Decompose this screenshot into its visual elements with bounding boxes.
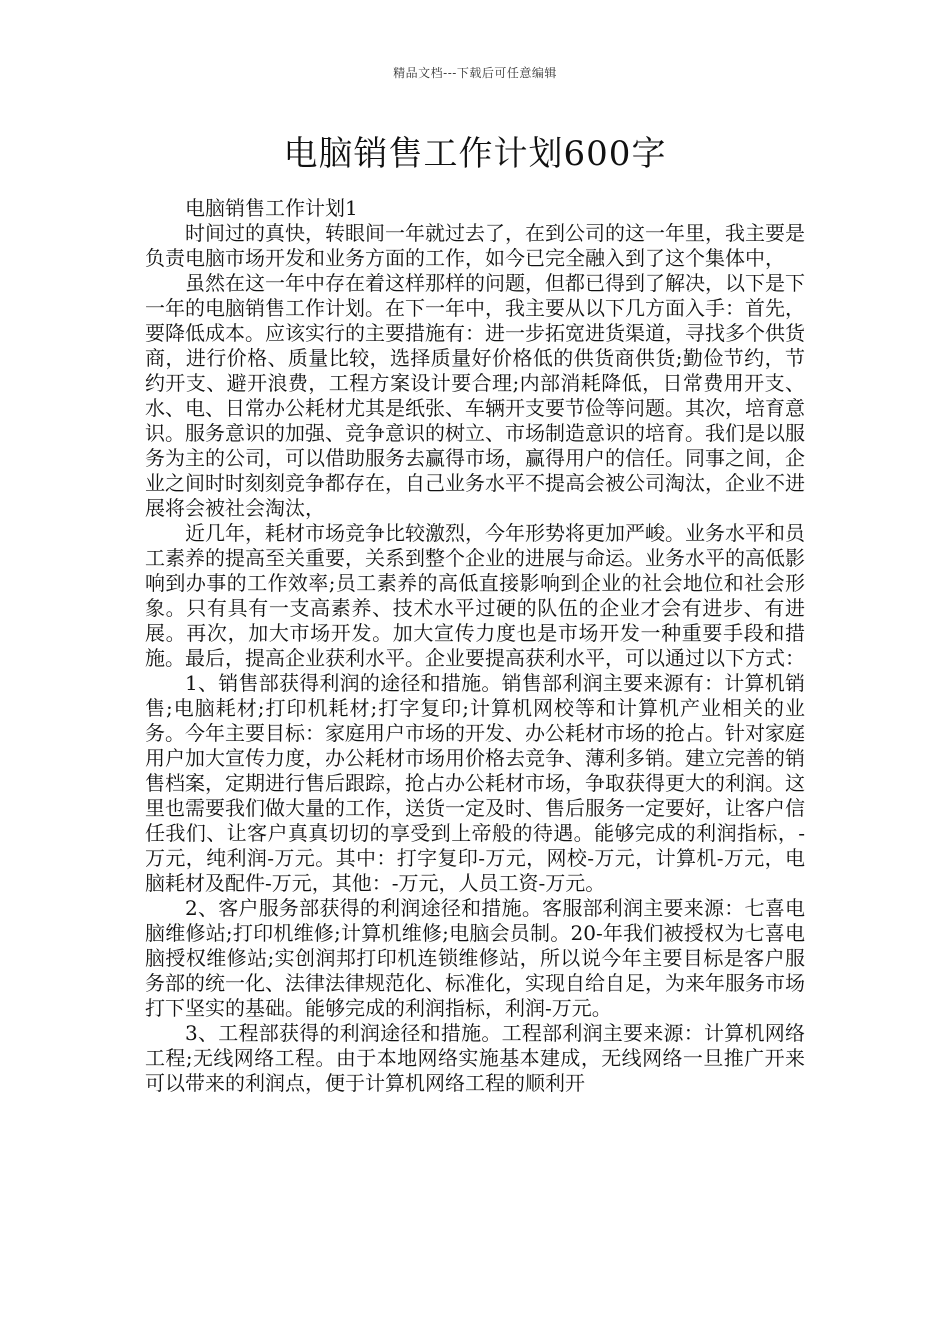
body-paragraph: 1、销售部获得利润的途径和措施。销售部利润主要来源有：计算机销售;电脑耗材;打印机耗材;打字复印;计算机网校等和计算机产业相关的业务。今年主要目标：家庭用户市场的开发、办公耗材市场的抢占。针对家庭用户加大宣传力度，办公耗材市场用价格去竞争、薄利多销。建立完善的销售档案，定期进行售后跟踪，抢占办公耗材市场，争取获得更大的利润。这里也需要我们做大量的工作，送货一定及时、售后服务一定要好，让客户信任我们、让客户真真切切的享受到上帝般的待遇。能够完成的利润指标，-万元，纯利润-万元。其中：打字复印-万元，网校-万元，计算机-万元，电脑耗材及配件-万元，其他：-万元，人员工资-万元。 — [145, 671, 805, 895]
body-paragraph: 时间过的真快，转眼间一年就过去了，在到公司的这一年里，我主要是负责电脑市场开发和业务方面的工作，如今已完全融入到了这个集体中， — [145, 221, 805, 270]
section-heading: 电脑销售工作计划1 — [185, 196, 358, 220]
body-paragraph: 3、工程部获得的利润途径和措施。工程部利润主要来源：计算机网络工程;无线网络工程。由于本地网络实施基本建成，无线网络一旦推广开来可以带来的利润点，便于计算机网络工程的顺利开 — [145, 1021, 805, 1095]
body-paragraph: 虽然在这一年中存在着这样那样的问题，但都已得到了解决，以下是下一年的电脑销售工作计划。在下一年中，我主要从以下几方面入手：首先，要降低成本。应该实行的主要措施有：进一步拓宽进货渠道，寻找多个供货商，进行价格、质量比较，选择质量好价格低的供货商供货;勤俭节约，节约开支、避开浪费，工程方案设计要合理;内部消耗降低，日常费用开支、水、电、日常办公耗材尤其是纸张、车辆开支要节俭等问题。其次，培育意识。服务意识的加强、竞争意识的树立、市场制造意识的培育。我们是以服务为主的公司，可以借助服务去赢得市场，赢得用户的信任。同事之间，企业之间时时刻刻竞争都存在，自己业务水平不提高会被公司淘汰，企业不进展将会被社会淘汰， — [145, 271, 805, 520]
page-header: 精品文档---下载后可任意编辑 — [393, 66, 557, 80]
body-paragraph: 近几年，耗材市场竞争比较激烈，今年形势将更加严峻。业务水平和员工素养的提高至关重要，关系到整个企业的进展与命运。业务水平的高低影响到办事的工作效率;员工素养的高低直接影响到企业的社会地位和社会形象。只有具有一支高素养、技术水平过硬的队伍的企业才会有进步、有进展。再次，加大市场开发。加大宣传力度也是市场开发一种重要手段和措施。最后，提高企业获利水平。企业要提高获利水平，可以通过以下方式： — [145, 521, 805, 670]
document-body — [145, 196, 805, 1096]
document-title: 电脑销售工作计划600字 — [283, 134, 667, 174]
body-paragraph: 2、客户服务部获得的利润途径和措施。客服部利润主要来源：七喜电脑维修站;打印机维修;计算机维修;电脑会员制。20-年我们被授权为七喜电脑授权维修站;实创润邦打印机连锁维修站，所以说今年主要目标是客户服务部的统一化、法律法律规范化、标准化，实现自给自足，为来年服务市场打下坚实的基础。能够完成的利润指标，利润-万元。 — [145, 896, 805, 1020]
